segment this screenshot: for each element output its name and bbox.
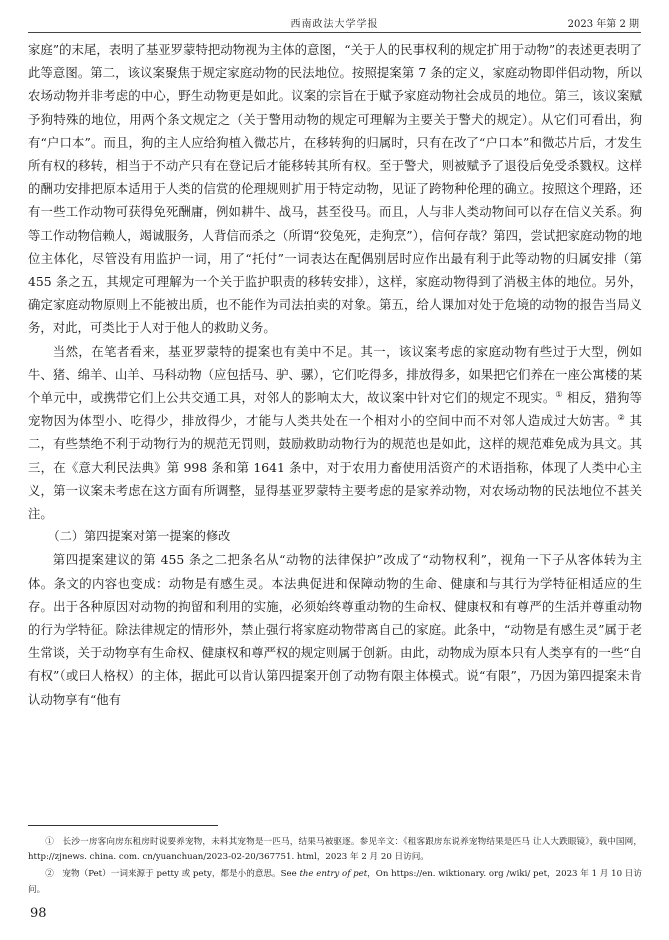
paragraph: 第四提案建议的第 455 条之二把条名从“动物的法律保护”改成了“动物权利”，视角一下子从客体转为主体。条文的内容也变成：动物是有感生灵。本法典促进和保障动物的生命、健康和与其行为学特征相适应的生存。出于各种原因对动物的拘留和利用的实施，必须始终尊重动物的生命权、健康权和有尊严的生活并尊重动物的行为学特征。除法律规定的情形外，禁止强行将家庭动物带离自己的家庭。此条中，“动物是有感生灵”属于老生常谈，关于动物享有生命权、健康权和尊严权的规定则属于创新。由此，动物成为原本只有人类享有的一些“自有权”（或曰人格权）的主体，据此可以肯认第四提案开创了动物有限主体模式。说“有限”，乃因为第四提案未肯认动物享有“他有 [28, 552, 642, 707]
paragraph-text: 其二，有些禁绝不利于动物行为的规范无罚则，鼓励救助动物行为的规范也是如此，这样的规范难免成为具文。其三，在《意大利民法典》第 998 条和第 1641 条中，对于农用力畜使用活资产的术语指称，体现了人类中心主义，第一议案未考虑在这方面有所调整，显得基亚罗蒙特主要考虑的是家养动物，对农场动物的民法地位不甚关注。 [28, 413, 643, 522]
paragraph: 家庭”的末尾，表明了基亚罗蒙特把动物视为主体的意图，“关于人的民事权利的规定扩用于动物”的表述更表明了此等意图。第二，该议案聚焦于规定家庭动物的民法地位。按照提案第 7 条的定义，家庭动物即伴侣动物，所以农场动物并非考虑的中心，野生动物更是如此。议案的宗旨在于赋予家庭动物社会成员的地位。第三，该议案赋予狗特殊的地位，用两个条文规定之（关于警用动物的规定可理解为主要关于警犬的规定）。从它们可看出，狗有“户口本”。而且，狗的主人应给狗植入微芯片，在移转狗的归属时，只有在改了“户口本”和微芯片后，才发生所有权的移转，相当于不动产只有在登记后才能移转其所有权。至于警犬，则被赋予了退役后免受杀戮权。这样的酬功安排把原本适用于人类的信赏的伦理规则扩用于特定动物，见证了跨物种伦理的确立。按照这个理路，还有一些工作动物可获得免死酬庸，例如耕牛、战马，甚至役马。而且，人与非人类动物间可以存在信义关系。狗等工作动物信赖人，竭诚服务，人背信而杀之（所谓“狡兔死，走狗烹”），信何存哉？第四，尝试把家庭动物的地位主体化，尽管没有用监护一词，用了“托付”一词表达在配偶别居时应作出最有利于此等动物的归属安排（第 455 条之五，其规定可理解为一个关于监护职责的移转安排），这样，家庭动物得到了消极主体的地位。另外，确定家庭动物原则上不能被出质，也不能作为司法拍卖的对象。第五，给人课加对处于危境的动物的报告当局义务，对此，可类比于人对于他人的救助义务。 [28, 42, 642, 336]
footnote-text: ，On https://en. wiktionary. org /wiki/ pet，2023 年 1 月 10 日访问。 [28, 869, 643, 895]
journal-title: 西南政法大学学报 [290, 19, 379, 30]
footnote-ref[interactable]: ① [555, 389, 563, 399]
footnote-italic-text: the entry of pet [299, 869, 368, 880]
paragraph-text: 相反，猎狗等宠物因为体型小、吃得少，排放得少，才能与人类共处在一个相对小的空间中而不对邻人造成过大妨害。 [28, 390, 642, 429]
issue-label: 2023 年第 2 期 [567, 19, 639, 30]
footnotes [28, 835, 642, 900]
running-header [28, 12, 641, 33]
footnote-divider [28, 825, 218, 826]
page-number: 98 [30, 906, 47, 921]
paragraph [28, 340, 642, 526]
footnote-text: ② 宠物（Pet）一词来源于 petty 或 pety，都是小的意思。See [45, 869, 300, 880]
footnote-ref[interactable]: ② [617, 413, 626, 423]
section-heading: （二）第四提案对第一提案的修改 [47, 529, 231, 544]
footnote [28, 867, 642, 897]
paragraph-text: 当然，在笔者看来，基亚罗蒙特的提案也有美中不足。其一，该议案考虑的家庭动物有些过于大型，例如牛、猪、绵羊、山羊、马科动物（应包括马、驴、骡），它们吃得多，排放得多，如果把它们养在一座公寓楼的某个单元中，或携带它们上公共交通工具，对邻人的影响太大，故议案中针对它们的规定不现实。 [28, 343, 642, 406]
footnote: ① 长沙一房客向房东租房时说要养宠物，未料其宠物是一匹马，结果马被驱逐。参见辛文：《租客跟房东说养宠物结果是匹马 让人大跌眼镜》，载中国网，http://zjnews. china. com. cn/yuanchuan/2023-02-20/367751. html，2023 年 2 月 20 日访问。 [28, 837, 642, 863]
article-body [28, 38, 642, 711]
